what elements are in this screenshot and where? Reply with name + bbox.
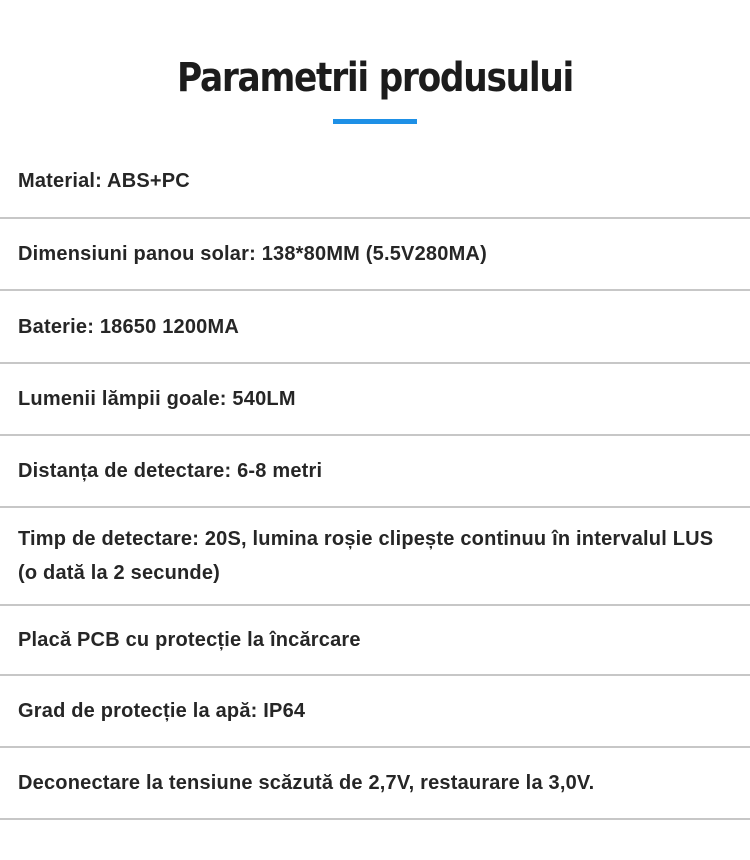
page-title: Parametrii produsului [176,55,574,101]
param-text: Grad de protecție la apă: IP64 [18,700,306,722]
param-text: Dimensiuni panou solar: 138*80MM (5.5V280MA) [18,243,487,265]
header [0,0,750,150]
param-row-solar-panel [0,219,750,291]
param-text: Material: ABS+PC [18,170,190,192]
param-text: Lumenii lămpii goale: 540LM [18,388,296,410]
param-row-low-voltage [0,748,750,820]
param-text: Timp de detectare: 20S, lumina roșie clipește continuu în intervalul LUS (o dată la 2 secunde) [18,528,714,584]
parameters-list [0,145,750,820]
param-row-material [0,145,750,219]
param-row-pcb-protection [0,606,750,676]
param-text: Baterie: 18650 1200MA [18,315,239,338]
param-row-battery [0,291,750,364]
param-row-lumens [0,364,750,436]
param-row-detection-distance [0,436,750,508]
param-row-detection-time [0,508,750,606]
param-row-water-protection [0,676,750,748]
param-text: Placă PCB cu protecție la încărcare [18,629,361,651]
title-underline [333,119,417,124]
param-text: Distanța de detectare: 6-8 metri [18,460,323,482]
param-text: Deconectare la tensiune scăzută de 2,7V, restaurare la 3,0V. [18,772,595,794]
